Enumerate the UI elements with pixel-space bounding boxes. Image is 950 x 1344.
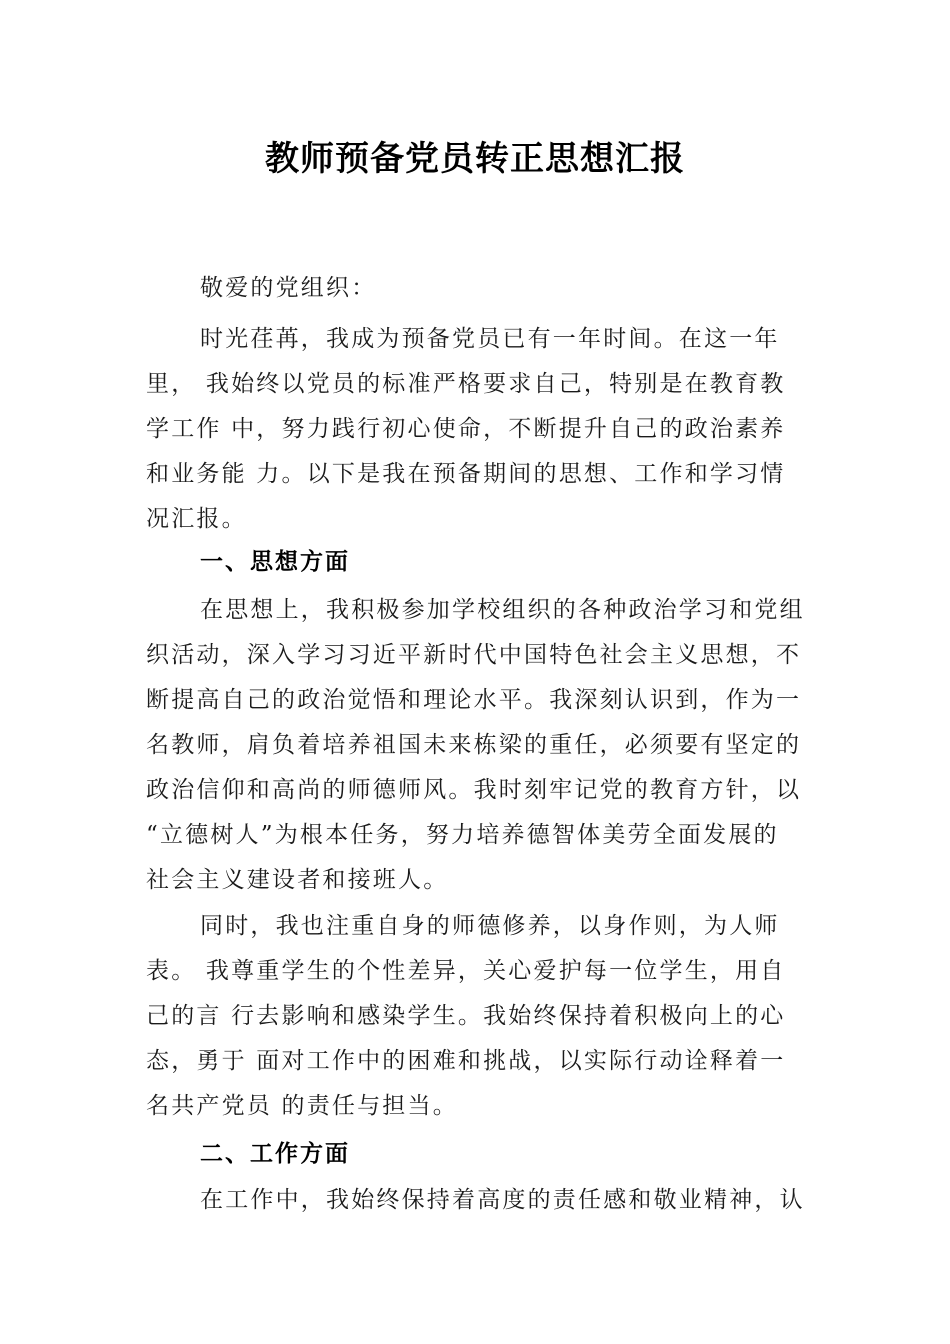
paragraph-line: 况汇报。 [146,506,247,532]
paragraph-line: 学工作 中，努力践行初心使命，不断提升自己的政治素养 [146,416,786,442]
paragraph-line: 名教师，肩负着培养祖国未来栋梁的重任，必须要有坚定的 [146,732,802,758]
paragraph-line: 和业务能 力。以下是我在预备期间的思想、工作和学习情 [146,461,786,487]
paragraph-line: 断提高自己的政治觉悟和理论水平。我深刻认识到，作为一 [146,687,802,713]
paragraph-line: 表。 我尊重学生的个性差异，关心爱护每一位学生，用自 [146,958,786,984]
document-title: 教师预备党员转正思想汇报 [265,139,685,179]
paragraph-line: 态，勇于 面对工作中的困难和挑战，以实际行动诠释着一 [146,1048,786,1074]
paragraph-line: 织活动，深入学习习近平新时代中国特色社会主义思想，不 [146,642,802,668]
paragraph-line: 在工作中，我始终保持着高度的责任感和敬业精神，认 [200,1187,805,1213]
section1-paragraph1 [146,588,812,903]
section2-paragraph1 [146,1178,812,1223]
paragraph-line: 同时，我也注重自身的师德修养，以身作则，为人师 [200,913,780,939]
section-heading-thought: 一、思想方面 [200,549,350,575]
intro-paragraph [146,317,812,542]
paragraph-line: 己的言 行去影响和感染学生。我始终保持着积极向上的心 [146,1003,786,1029]
paragraph-line: 时光荏苒，我成为预备党员已有一年时间。在这一年 [200,326,780,352]
salutation [146,266,812,311]
paragraph-line: 社会主义建设者和接班人。 [146,867,449,893]
paragraph-line: 政治信仰和高尚的师德师风。我时刻牢记党的教育方针，以 [146,777,802,803]
salutation-text: 敬爱的党组织： [200,275,377,301]
section-heading-work: 二、工作方面 [200,1141,350,1167]
paragraph-line: 在思想上，我积极参加学校组织的各种政治学习和党组 [200,597,805,623]
paragraph-line: “立德树人”为根本任务，努力培养德智体美劳全面发展的 [146,822,779,848]
section1-paragraph2 [146,904,812,1129]
paragraph-line: 里， 我始终以党员的标准严格要求自己，特别是在教育教 [146,371,786,397]
paragraph-line: 名共产党员 的责任与担当。 [146,1093,458,1119]
